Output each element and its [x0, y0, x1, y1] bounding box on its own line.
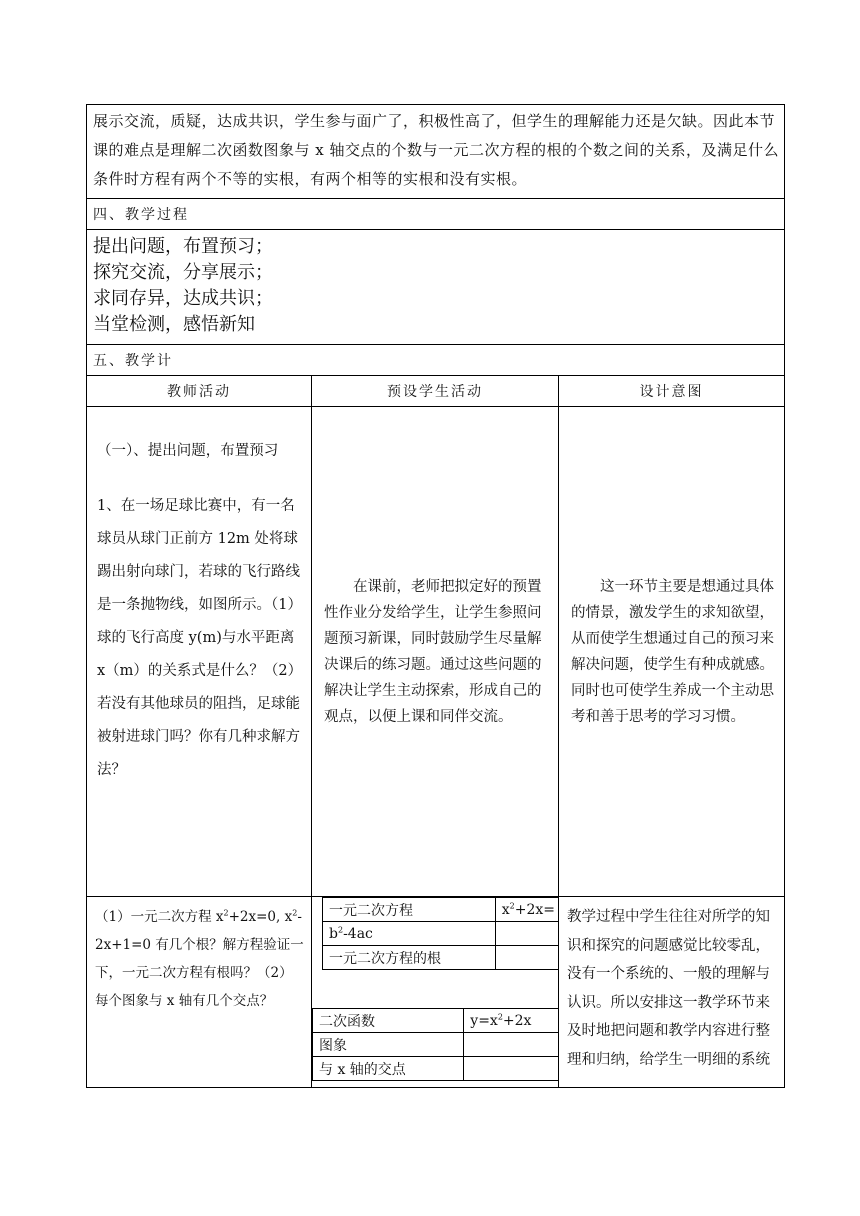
design-intent-cell-2: 教学过程中学生往往对所学的知识和探究的问题感觉比较零乱，没有一个系统的、一般的理解与认识。所以安排这一教学环节来及时地把问题和教学内容进行整理和归纳，给学生一明细的系统 [559, 897, 785, 1088]
discriminant-value [495, 922, 558, 946]
column-header-student: 预设学生活动 [312, 376, 559, 407]
process-steps [87, 230, 785, 345]
section-teaching-process-title: 四、教学过程 [87, 199, 785, 230]
teacher-activity-cell-2 [87, 897, 312, 1088]
exponent: 2 [223, 908, 229, 918]
question-text-b: +2x=0, [228, 909, 281, 925]
teacher-activity-cell [87, 407, 312, 897]
question-text-d: -2x+1=0 有几个根？解方程验证一下，一元二次方程有根吗？（2）每个图象与 x 轴有几个交点？ [95, 909, 304, 1009]
graph-value [464, 1033, 558, 1057]
student-activity-cell-2 [312, 897, 559, 1088]
lesson-plan-page [86, 104, 784, 1088]
process-step: 求同存异，达成共识； [93, 288, 273, 309]
quadratic-equation-table [322, 897, 558, 970]
difficulty-paragraph: 展示交流，质疑，达成共识，学生参与面广了，积极性高了，但学生的理解能力还是欠缺。因此本节课的难点是理解二次函数图象与 x 轴交点的个数与一元二次方程的根的个数之间的关系，及满足什么条件时方程有两个不等的实根，有两个相等的实根和没有实根。 [87, 105, 785, 199]
section-teaching-plan-title: 五、教学计 [87, 345, 785, 376]
column-header-intent: 设计意图 [559, 376, 785, 407]
column-header-teacher: 教师活动 [87, 376, 312, 407]
equation-label: 一元二次方程 [323, 898, 496, 922]
equation-value: $x^2+2x=$ [495, 898, 558, 922]
question-text-a: （1）一元二次方程 x [95, 909, 224, 925]
x-intercepts-label: 与 x 轴的交点 [313, 1057, 464, 1081]
teacher-activity-question: 1、在一场足球比赛中，有一名球员从球门正前方 12m 处将球踢出射向球门，若球的飞行路线是一条抛物线，如图所示。（1）球的飞行高度 y(m)与水平距离 x（m）的关系式是什么？（2）若没有其他球员的阻挡，足球能被射进球门吗？你有几种求解方法？ [97, 498, 300, 778]
process-step: 提出问题，布置预习； [93, 236, 273, 257]
discriminant-label: $b^2-4ac$ [323, 922, 496, 946]
roots-value [495, 946, 558, 970]
exponent: 2 [292, 908, 298, 918]
design-intent-text: 这一环节主要是想通过具体的情景，激发学生的求知欲望，从而使学生想通过自己的预习来解决问题，使学生有种成就感。同时也可使学生养成一个主动思考和善于思考的学习习惯。 [571, 578, 774, 725]
function-value: $y=x^2+2x$ [464, 1009, 558, 1033]
process-step: 探究交流，分享展示； [93, 262, 273, 283]
design-intent-cell [559, 407, 785, 897]
student-activity-text: 在课前，老师把拟定好的预置性作业分发给学生，让学生参照问题预习新课，同时鼓励学生尽量解决课后的练习题。通过这些问题的解决让学生主动探索，形成自己的观点，以便上课和同伴交流。 [324, 578, 542, 725]
teacher-activity-heading: （一）、提出问题，布置预习 [97, 443, 279, 459]
process-step: 当堂检测，感悟新知 [93, 314, 255, 335]
question-text-c: x [284, 909, 293, 925]
function-label: 二次函数 [313, 1009, 464, 1033]
roots-label: 一元二次方程的根 [323, 946, 496, 970]
quadratic-function-table [312, 1008, 558, 1081]
graph-label: 图象 [313, 1033, 464, 1057]
lesson-plan-table [86, 104, 785, 1088]
x-intercepts-value [464, 1057, 558, 1081]
student-activity-cell [312, 407, 559, 897]
